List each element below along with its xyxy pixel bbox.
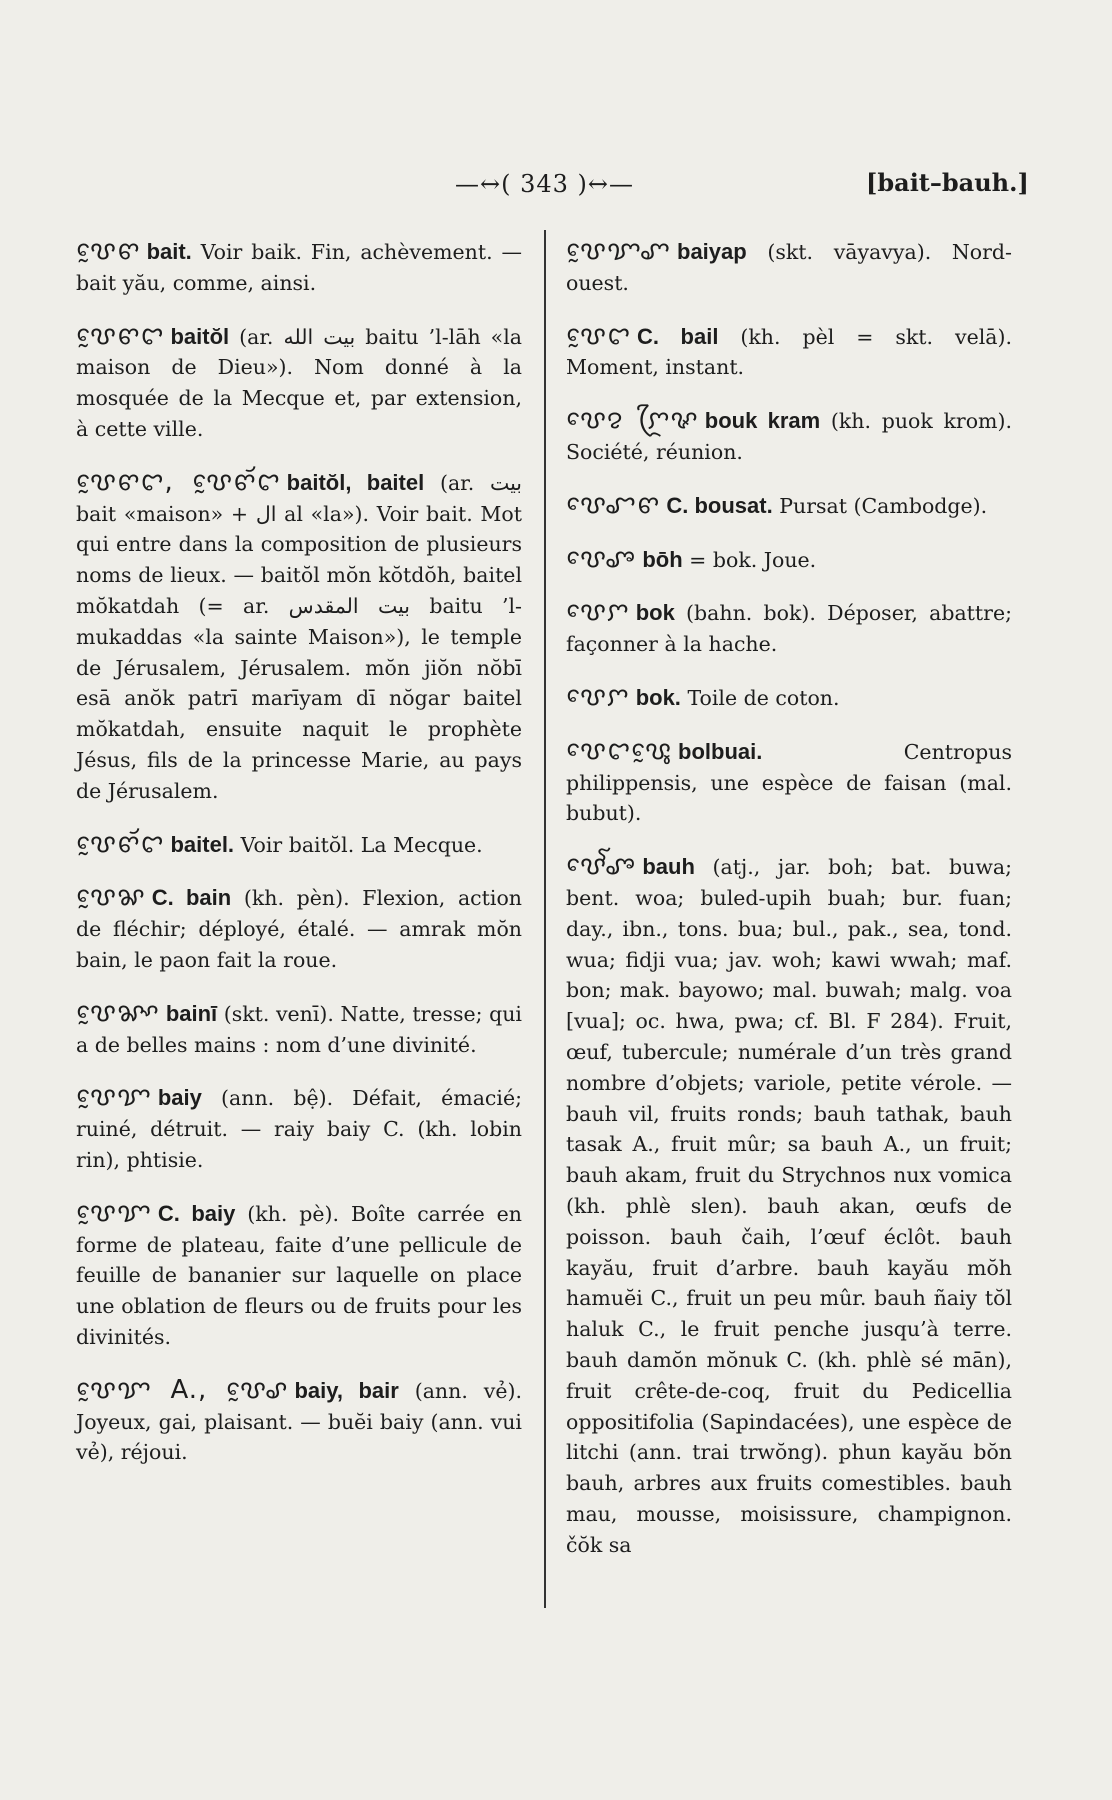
cham-script-word: ꨝꨰꨢ A., ꨝꨰꨣ [76, 1374, 289, 1405]
cham-script-word: ꨝꨰꨓꨤ [76, 320, 165, 351]
entry-definition: = bok. Joue. [682, 547, 817, 572]
dictionary-entry [566, 682, 1012, 714]
dictionary-entry [76, 1198, 522, 1353]
dictionary-entry [76, 882, 522, 975]
entry-definition: (ann. bệ). Défait, émacié; ruiné, détruit. — raiy baiy C. (kh. lobin rin), phtisie. [76, 1086, 522, 1172]
entry-headword: bait. [146, 239, 192, 264]
cham-script-word: ꨝꨯꨨ [566, 543, 637, 574]
dictionary-entry [566, 597, 1012, 660]
dictionary-entry [566, 236, 1012, 299]
entry-definition: (bahn. bok). Déposer, abattre; façonner à la hache. [566, 601, 1012, 657]
entry-headword: bok [635, 600, 675, 626]
entry-definition: (atj., jar. boh; bat. buwa; bent. woa; buled-upih buah; bur. fuan; day., ibn., tons. bua; bul., pak., sea, tond. wua; fidji vua; jav. woh; kawi wwah; maf. bon; mak. bayowo; mal. buwah; malg. voa [vua]; oc. hwa, pwa; cf. Bl. F 284). Fruit, œuf, tubercule; numérale d’un très grand nombre d’objets; variole, petite vérole. — bauh vil, fruits ronds; bauh tathak, bauh tasak A., fruit mûr; sa bauh A., un fruit; bauh akam, fruit du Strychnos nux vomica (kh. phlè slen). bauh akan, œufs de poisson. bauh čaih, l’œuf éclôt. bauh kayău, fruit d’arbre. bauh kayău mŏh hamuĕi C., fruit un peu mûr. bauh ñaiy tŏl haluk C., le fruit penche jusqu’à terre. bauh damŏn mŏnuk C. (kh. phlè sé mān), fruit crête-de-coq, fruit du Pedicellia oppositifolia (Sapindacées), une espèce de litchi (ann. trai trwŏng). phun kayău bŏn bauh, arbres aux fruits comestibles. bauh mau, mousse, moisissure, champignon. čŏk sa [566, 855, 1012, 1557]
column-divider [544, 230, 546, 1608]
entry-headword: C. bain [151, 885, 232, 911]
entry-definition: (ann. vẻ). Joyeux, gai, plaisant. — buĕi baiy (ann. vui vẻ), réjoui. [76, 1378, 522, 1465]
dictionary-entry [566, 544, 1012, 576]
entry-headword: C. baiy [157, 1200, 236, 1226]
right-column [566, 236, 1012, 1582]
cham-script-word: ꨝꨯꨱꨨ [566, 851, 637, 882]
entry-definition: Toile de coton. [680, 685, 840, 710]
entry-definition: (skt. venī). Natte, tresse; qui a de belles mains : nom d’une divinité. [76, 1001, 522, 1057]
cham-script-word: ꨝꨰꨢ [76, 1082, 152, 1113]
dictionary-entry [76, 998, 522, 1061]
page-number: —↔( 343 )↔— [455, 170, 635, 198]
entry-headword: bauh [642, 854, 695, 880]
entry-definition: (kh. pèl = skt. velā). Moment, instant. [566, 324, 1012, 380]
entry-definition: (skt. vāyavya). Nord-ouest. [566, 240, 1012, 295]
entry-definition: Centropus philippensis, une espèce de faisan (mal. bubut). [566, 739, 1012, 826]
cham-script-word: ꨝꨯꨂ ꨆꨴꨟ [566, 405, 699, 436]
cham-script-word: ꨝꨯꨧꨓ [566, 489, 661, 520]
cham-script-word: ꨝꨰꨓꨤ, ꨝꨰꨓꨮꨤ [76, 466, 281, 497]
entry-headword: baitŏl, baitel [286, 469, 425, 495]
dictionary-entry [566, 321, 1012, 384]
entry-definition: (kh. puok krom). Société, réunion. [566, 409, 1012, 464]
entry-headword: bouk kram [704, 408, 821, 434]
cham-script-word: ꨝꨰꨢꨚ [566, 236, 671, 266]
running-head: [bait–bauh.] [866, 168, 1029, 197]
dictionary-entry [76, 829, 522, 861]
dictionary-entry [566, 736, 1012, 829]
entry-definition: (kh. pèn). Flexion, action de fléchir; déployé, étalé. — amrak mŏn bain, le paon fait la roue. [76, 886, 523, 972]
entry-headword: bainī [165, 1000, 218, 1026]
entry-headword: baiy [157, 1085, 202, 1111]
dictionary-entry [76, 236, 522, 299]
cham-script-word: ꨝꨯꨆ [566, 681, 630, 712]
entry-definition: Voir baik. Fin, achèvement. — bait yău, comme, ainsi. [76, 240, 522, 295]
entry-headword: bolbuai. [678, 738, 763, 764]
dictionary-entry [566, 851, 1012, 1560]
cham-script-word: ꨝꨰꨗ [76, 882, 146, 913]
entry-definition: (ar. بيت الله baitu ’l-lāh «la maison de Dieu»). Nom donné à la mosquée de la Mecque et, par extension, à cette ville. [76, 324, 522, 441]
dictionary-entry [76, 467, 522, 807]
left-column [76, 236, 522, 1490]
entry-headword: baiy, bair [294, 1377, 399, 1403]
entry-headword: C. bail [636, 323, 719, 349]
entry-definition: (ar. بيت bait «maison» + ال al «la»). Voir bait. Mot qui entre dans la composition de plusieurs noms de lieux. — baitŏl mŏn kŏtdŏh, baitel mŏkatdah (= ar. بيت المقدس baitu ’l-mukaddas «la sainte Maison»), le temple de Jérusalem, Jérusalem. mŏn jiŏn nŏbī esā anŏk patrī marīyam dī nŏgar baitel mŏkatdah, ensuite naquit le prophète Jésus, fils de la princesse Marie, au pays de Jérusalem. [76, 470, 522, 803]
cham-script-word: ꨝꨰꨗꨳ [76, 997, 160, 1028]
cham-script-word: ꨝꨰꨓꨮꨤ [76, 828, 165, 859]
cham-script-word: ꨝꨰꨢ [76, 1197, 152, 1228]
cham-script-word: ꨝꨯꨤꨝꨶꨰ [566, 735, 673, 766]
dictionary-entry [76, 321, 522, 445]
entry-headword: baiyap [677, 239, 747, 264]
cham-script-word: ꨝꨯꨆ [566, 597, 630, 628]
dictionary-entry [76, 1082, 522, 1175]
cham-script-word: ꨝꨰꨓ [76, 236, 141, 266]
entry-definition: Pursat (Cambodge). [772, 493, 988, 518]
entry-headword: bok. [635, 684, 681, 710]
entry-definition: Voir baitŏl. La Mecque. [234, 832, 483, 857]
entry-headword: baitŏl [170, 323, 230, 349]
dictionary-entry [566, 490, 1012, 522]
entry-definition: (kh. pè). Boîte carrée en forme de plateau, faite d’une pellicule de feuille de bananier sur laquelle on place une oblation de fleurs ou de fruits pour les divinités. [76, 1201, 522, 1349]
entry-headword: C. bousat. [666, 492, 773, 518]
dictionary-entry [76, 1375, 522, 1468]
entry-headword: baitel. [170, 831, 235, 857]
dictionary-entry [566, 405, 1012, 468]
entry-headword: bōh [642, 546, 683, 572]
cham-script-word: ꨝꨰꨤ [566, 320, 631, 351]
